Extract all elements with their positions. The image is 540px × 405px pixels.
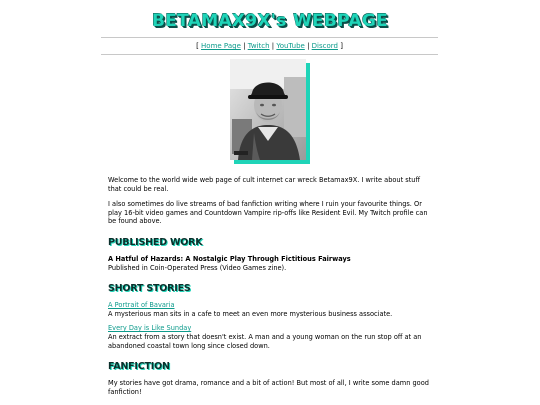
top-divider xyxy=(101,37,438,38)
intro-paragraph-1: Welcome to the world wide web page of cult internet car wreck Betamax9X. I write about stuff that could be real. xyxy=(108,176,421,193)
nav-link-twitch[interactable]: Twitch xyxy=(247,42,270,50)
profile-photo-frame xyxy=(230,59,306,160)
intro-paragraph-2: I also sometimes do live streams of bad fanfiction writing where I ruin your favourite things. Or play 16-bit video games and Countdown Vampire rip-offs like Resident Evil. My Twitch profile can be found above. xyxy=(108,200,428,226)
published-work-detail: Published in Coin-Operated Press (Video Games zine). xyxy=(108,263,287,272)
nav-link-discord[interactable]: Discord xyxy=(311,42,338,50)
story-summary: A mysterious man sits in a cafe to meet an even more mysterious business associate. xyxy=(108,309,393,318)
story-item xyxy=(108,324,434,350)
site-title: BETAMAX9X's WEBPAGE xyxy=(151,11,388,31)
nav-close-bracket: ] xyxy=(340,42,343,50)
nav-divider xyxy=(101,54,438,55)
story-item xyxy=(108,301,434,318)
short-stories-heading: SHORT STORIES xyxy=(108,283,191,295)
nav-link-youtube[interactable]: YouTube xyxy=(276,42,305,50)
story-link-every-day-is-like-sunday[interactable]: Every Day is Like Sunday xyxy=(108,324,192,333)
nav-open-bracket: [ xyxy=(196,42,199,50)
fanfiction-heading: FANFICTION xyxy=(108,361,170,373)
profile-photo-image xyxy=(230,59,306,160)
story-link-portrait-of-bavaria[interactable]: A Portrait of Bavaria xyxy=(108,301,175,310)
nav-bar xyxy=(101,41,438,51)
profile-photo xyxy=(230,59,306,160)
nav-link-home[interactable]: Home Page xyxy=(201,42,241,50)
nav-separator: | xyxy=(271,42,275,50)
main-content xyxy=(108,176,434,403)
published-work-heading: PUBLISHED WORK xyxy=(108,236,203,248)
nav-separator: | xyxy=(307,42,310,50)
fanfiction-text: My stories have got drama, romance and a bit of action! But most of all, I write some damn good fanfiction! xyxy=(108,379,429,396)
nav-separator: | xyxy=(243,42,246,50)
story-summary: An extract from a story that doesn't exist. A man and a young woman on the run stop off at an abandoned coastal town long since closed down. xyxy=(108,332,422,350)
published-work-title: A Hatful of Hazards: A Nostalgic Play Through Fictitious Fairways xyxy=(108,254,351,263)
